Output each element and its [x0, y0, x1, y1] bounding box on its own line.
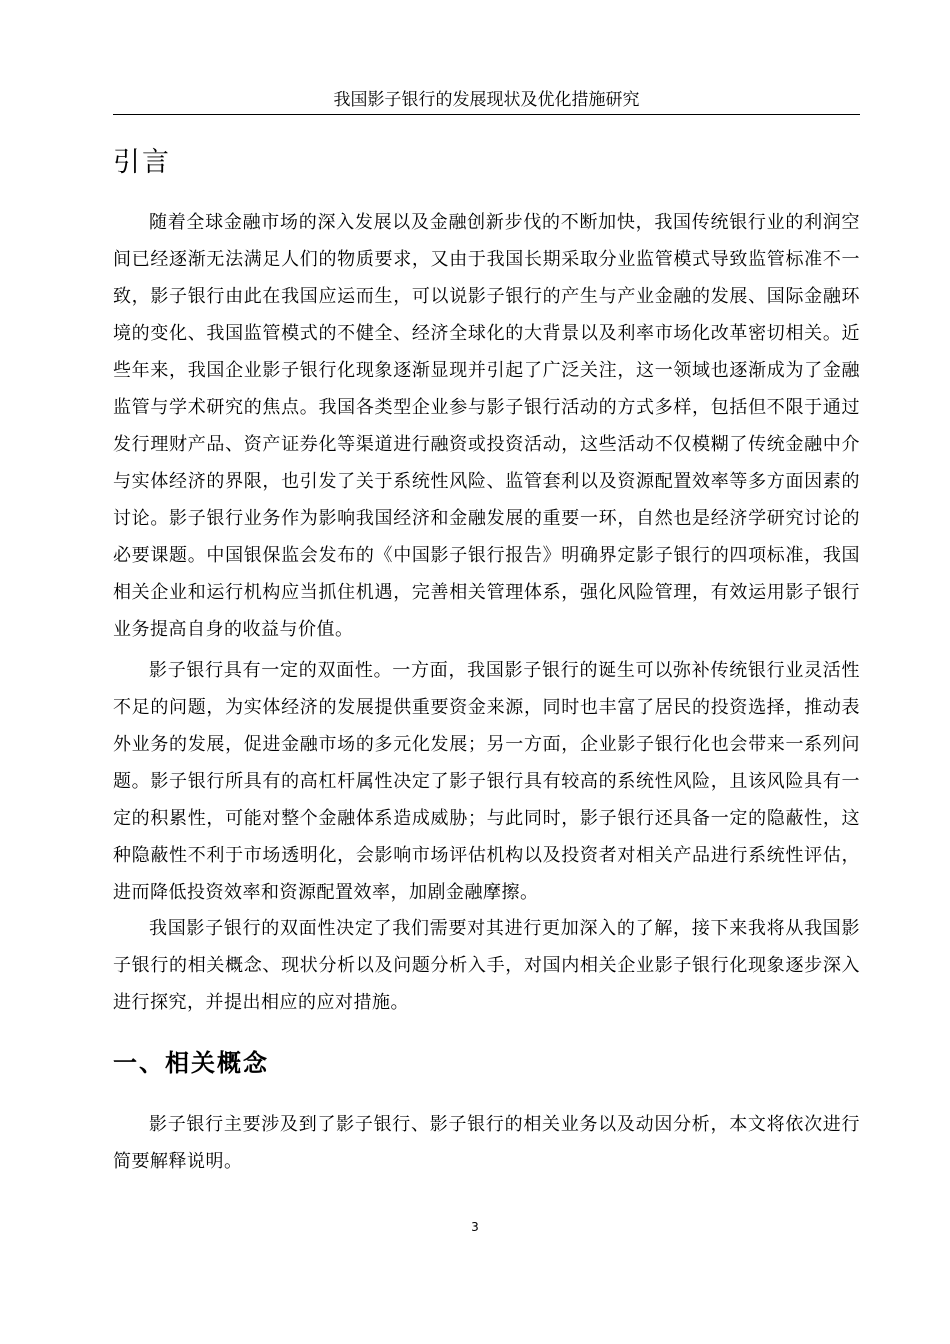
- running-header: [113, 90, 860, 115]
- concepts-paragraph-1: 影子银行主要涉及到了影子银行、影子银行的相关业务以及动因分析，本文将依次进行简要解释说明。: [113, 1114, 860, 1172]
- section-title-concepts: 一、相关概念: [113, 1049, 269, 1077]
- section-title-intro: 引言: [113, 147, 171, 178]
- intro-paragraph-3: 我国影子银行的双面性决定了我们需要对其进行更加深入的了解，接下来我将从我国影子银行的相关概念、现状分析以及问题分析入手，对国内相关企业影子银行化现象逐步深入进行探究，并提出相应的应对措施。: [113, 918, 860, 1013]
- header-title: 我国影子银行的发展现状及优化措施研究: [333, 90, 640, 110]
- intro-paragraph-2: 影子银行具有一定的双面性。一方面，我国影子银行的诞生可以弥补传统银行业灵活性不足的问题，为实体经济的发展提供重要资金来源，同时也丰富了居民的投资选择，推动表外业务的发展，促进金融市场的多元化发展；另一方面，企业影子银行化也会带来一系列问题。影子银行所具有的高杠杆属性决定了影子银行具有较高的系统性风险，且该风险具有一定的积累性，可能对整个金融体系造成威胁；与此同时，影子银行还具备一定的隐蔽性，这种隐蔽性不利于市场透明化，会影响市场评估机构以及投资者对相关产品进行系统性评估，进而降低投资效率和资源配置效率，加剧金融摩擦。: [113, 660, 860, 903]
- page-number: 3: [471, 1220, 479, 1234]
- intro-paragraph-1: 随着全球金融市场的深入发展以及金融创新步伐的不断加快，我国传统银行业的利润空间已经逐渐无法满足人们的物质要求，又由于我国长期采取分业监管模式导致监管标准不一致，影子银行由此在我国应运而生，可以说影子银行的产生与产业金融的发展、国际金融环境的变化、我国监管模式的不健全、经济全球化的大背景以及利率市场化改革密切相关。近些年来，我国企业影子银行化现象逐渐显现并引起了广泛关注，这一领域也逐渐成为了金融监管与学术研究的焦点。我国各类型企业参与影子银行活动的方式多样，包括但不限于通过发行理财产品、资产证券化等渠道进行融资或投资活动，这些活动不仅模糊了传统金融中介与实体经济的界限，也引发了关于系统性风险、监管套利以及资源配置效率等多方面因素的讨论。影子银行业务作为影响我国经济和金融发展的重要一环，自然也是经济学研究讨论的必要课题。中国银保监会发布的《中国影子银行报告》明确界定影子银行的四项标准，我国相关企业和运行机构应当抓住机遇，完善相关管理体系，强化风险管理，有效运用影子银行业务提高自身的收益与价值。: [113, 212, 860, 640]
